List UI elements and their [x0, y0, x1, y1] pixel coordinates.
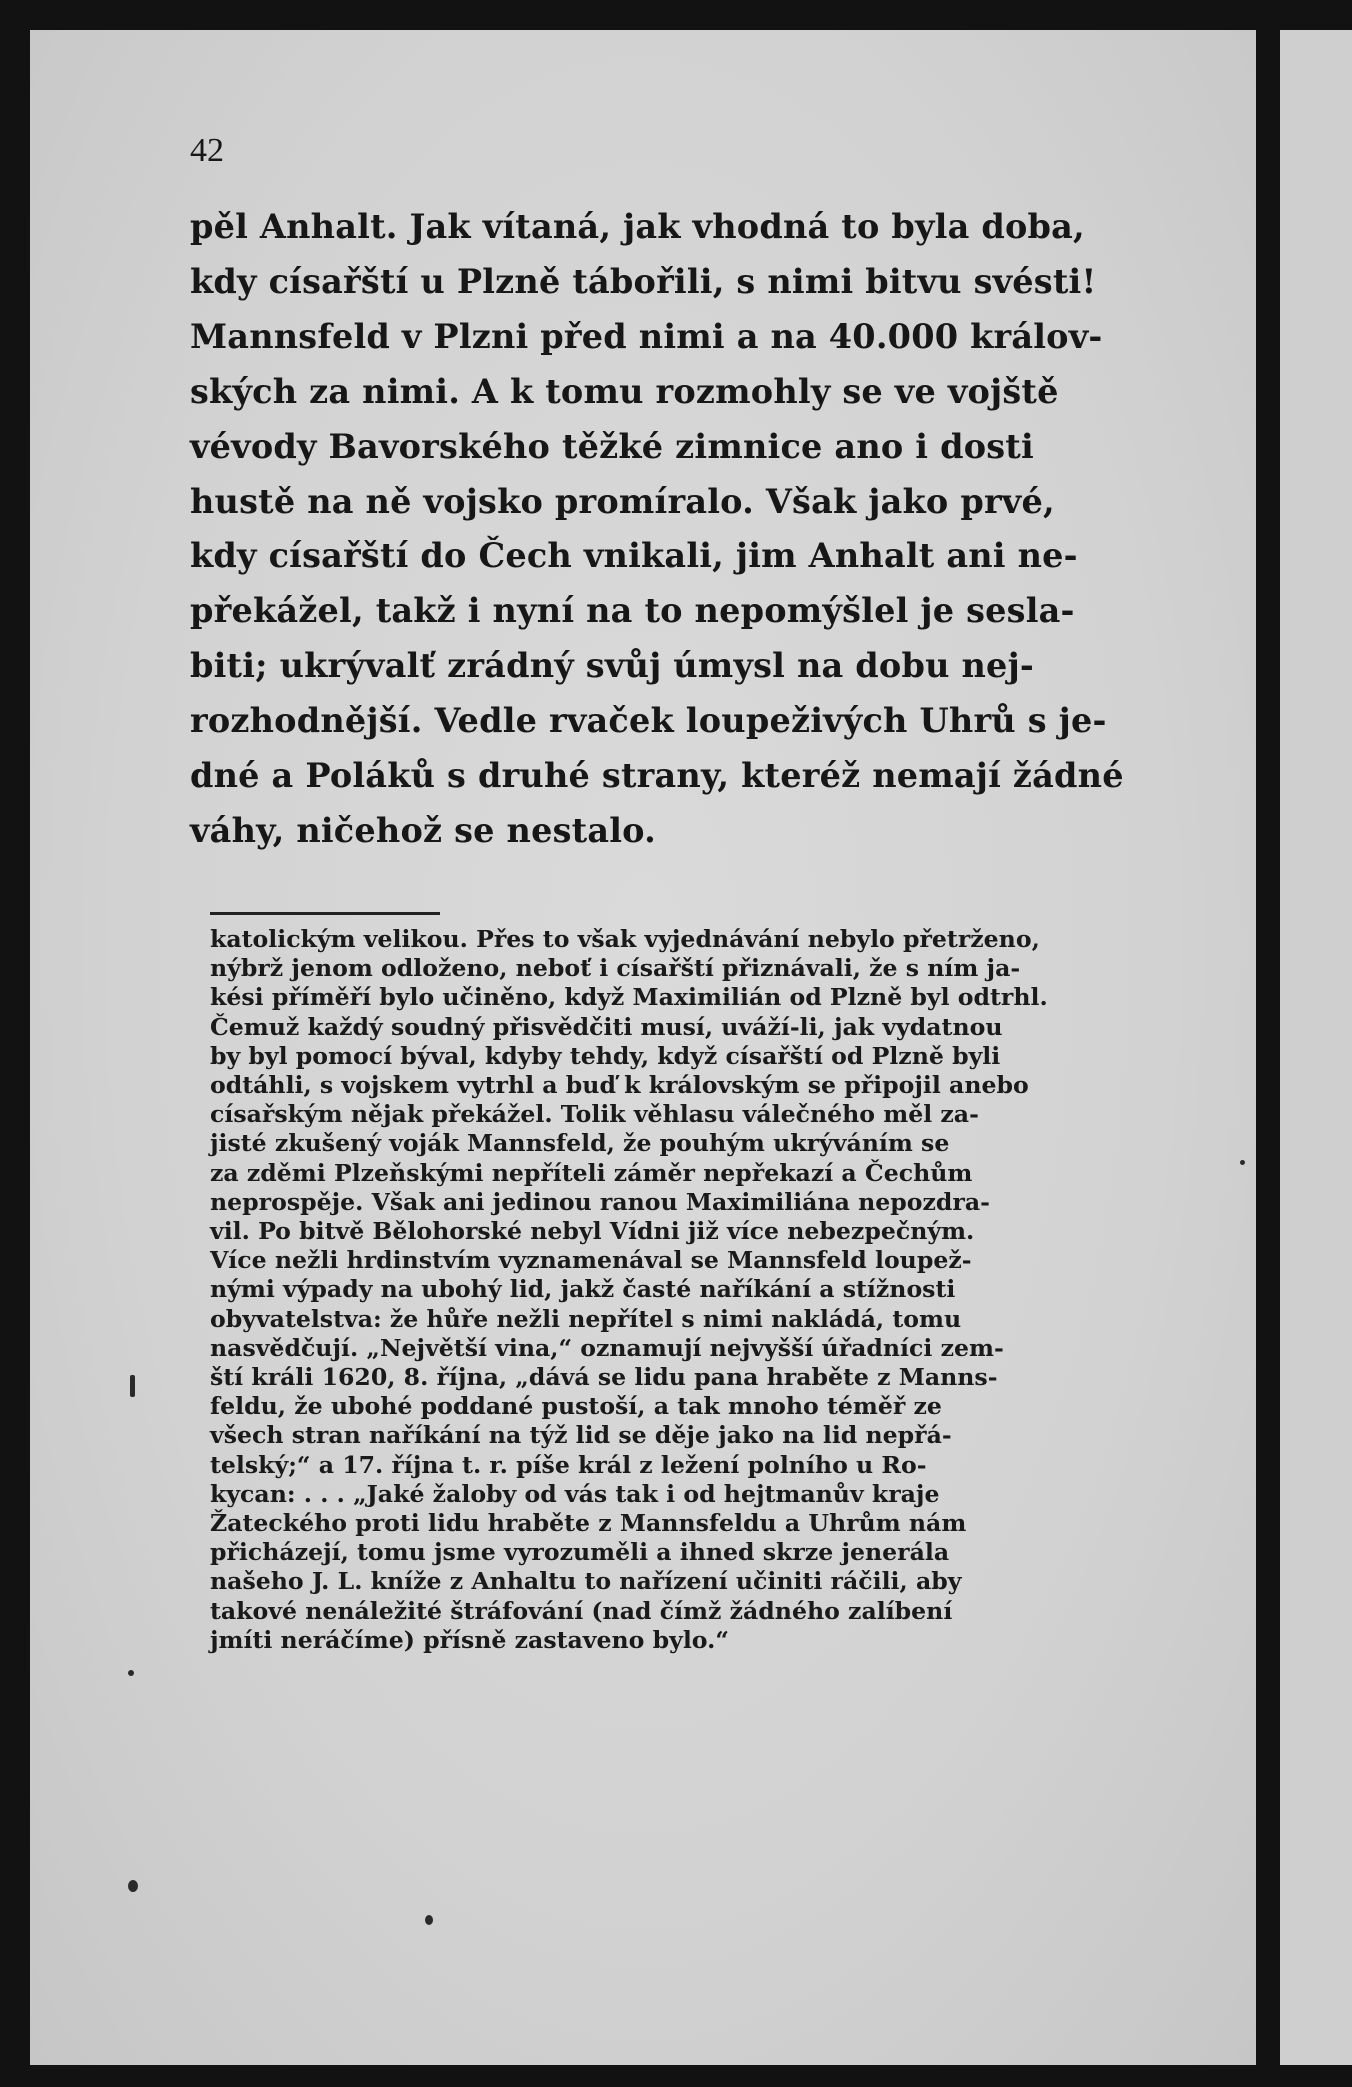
footnote-divider — [210, 912, 440, 915]
footnote — [210, 925, 1202, 1655]
ink-speck — [130, 1375, 135, 1397]
footnote-line: Více nežli hrdinstvím vyznamenával se Mannsfeld loupež- — [210, 1246, 972, 1275]
footnote-line: našeho J. L. kníže z Anhaltu to nařízení učiniti ráčili, aby — [210, 1567, 962, 1596]
footnote-line: nýbrž jenom odloženo, neboť i císařští přiznávali, že s ním ja- — [210, 954, 1021, 983]
main-text-line: biti; ukrývalť zrádný svůj úmysl na dobu nej- — [190, 646, 1034, 686]
adjacent-page-edge — [1280, 30, 1352, 2065]
footnote-line: jmíti neráčíme) přísně zastaveno bylo.“ — [210, 1625, 729, 1654]
main-text-line: pěl Anhalt. Jak vítaná, jak vhodná to byla doba, — [190, 207, 1085, 246]
footnote-line: kési příměří bylo učiněno, když Maximilián od Plzně byl odtrhl. — [210, 983, 1048, 1012]
main-text-line: váhy, ničehož se nestalo. — [190, 810, 656, 850]
footnote-line: odtáhli, s vojskem vytrhl a buď k královským se připojil anebo — [210, 1071, 1029, 1100]
ink-speck — [128, 1880, 138, 1892]
footnote-line: Žateckého proti lidu hraběte z Mannsfeldu a Uhrům nám — [210, 1509, 967, 1538]
footnote-line: kycan: . . . „Jaké žaloby od vás tak i od hejtmanův kraje — [210, 1479, 940, 1508]
footnote-line: přicházejí, tomu jsme vyrozuměli a ihned skrze jenerála — [210, 1538, 950, 1567]
main-text-line: ských za nimi. A k tomu rozmohly se ve vojště — [190, 371, 1059, 411]
footnote-line: jisté zkušený voják Mannsfeld, že pouhým ukrýváním se — [210, 1129, 950, 1158]
footnote-line: ští králi 1620, 8. října, „dává se lidu pana hraběte z Manns- — [210, 1363, 998, 1392]
footnote-line: takové nenáležité štráfování (nad čímž žádného zalíbení — [210, 1596, 953, 1625]
main-text-line: dné a Poláků s druhé strany, kteréž nemají žádné — [190, 756, 1124, 796]
main-text-line: kdy císařští do Čech vnikali, jim Anhalt ani ne- — [190, 536, 1078, 576]
footnote-line: neprospěje. Však ani jedinou ranou Maximiliána nepozdra- — [210, 1187, 990, 1216]
footnote-line: feldu, že ubohé poddané pustoší, a tak mnoho téměř ze — [210, 1392, 942, 1421]
ink-speck — [425, 1915, 433, 1925]
main-text-line: rozhodnější. Vedle rvaček loupeživých Uhrů s je- — [190, 701, 1107, 741]
main-text-line: vévody Bavorského těžké zimnice ano i dosti — [190, 426, 1034, 466]
page-number: 42 — [190, 132, 224, 169]
footnote-line: císařským nějak překážel. Tolik věhlasu válečného měl za- — [210, 1100, 979, 1129]
ink-speck — [1240, 1160, 1245, 1165]
main-text-line: kdy císařští u Plzně tábořili, s nimi bitvu svésti! — [190, 261, 1097, 301]
footnote-line: Čemuž každý soudný přisvědčiti musí, uváží-li, jak vydatnou — [210, 1012, 1003, 1041]
footnote-line: vil. Po bitvě Bělohorské nebyl Vídni již více nebezpečným. — [210, 1217, 975, 1246]
footnote-line: nými výpady na ubohý lid, jakž časté naříkání a stížnosti — [210, 1275, 956, 1304]
main-text-line: překážel, takž i nyní na to nepomýšlel je seslа- — [190, 591, 1075, 631]
ink-speck — [128, 1670, 134, 1676]
footnote-line: nasvědčují. „Největší vina,“ oznamují nejvyšší úřadníci zem- — [210, 1333, 1004, 1362]
footnote-line: telský;“ a 17. října t. r. píše král z ležení polního u Ro- — [210, 1450, 927, 1479]
footnote-line: za zděmi Plzeňskými nepříteli záměr nepřekazí a Čechům — [210, 1158, 973, 1187]
main-text-line: Mannsfeld v Plzni před nimi a na 40.000 králov- — [190, 316, 1103, 356]
footnote-line: všech stran naříkání na týž lid se děje jako na lid nepřá- — [210, 1421, 952, 1450]
footnote-line: katolickým velikou. Přes to však vyjednávání nebylo přetrženo, — [210, 925, 1040, 953]
footnote-line: obyvatelstva: že hůře nežli nepřítel s nimi nakládá, tomu — [210, 1304, 962, 1333]
main-paragraph — [190, 200, 1194, 859]
footnote-line: by byl pomocí býval, kdyby tehdy, když císařští od Plzně byli — [210, 1041, 1001, 1070]
main-text-line: hustě na ně vojsko promíralo. Však jako prvé, — [190, 481, 1055, 521]
